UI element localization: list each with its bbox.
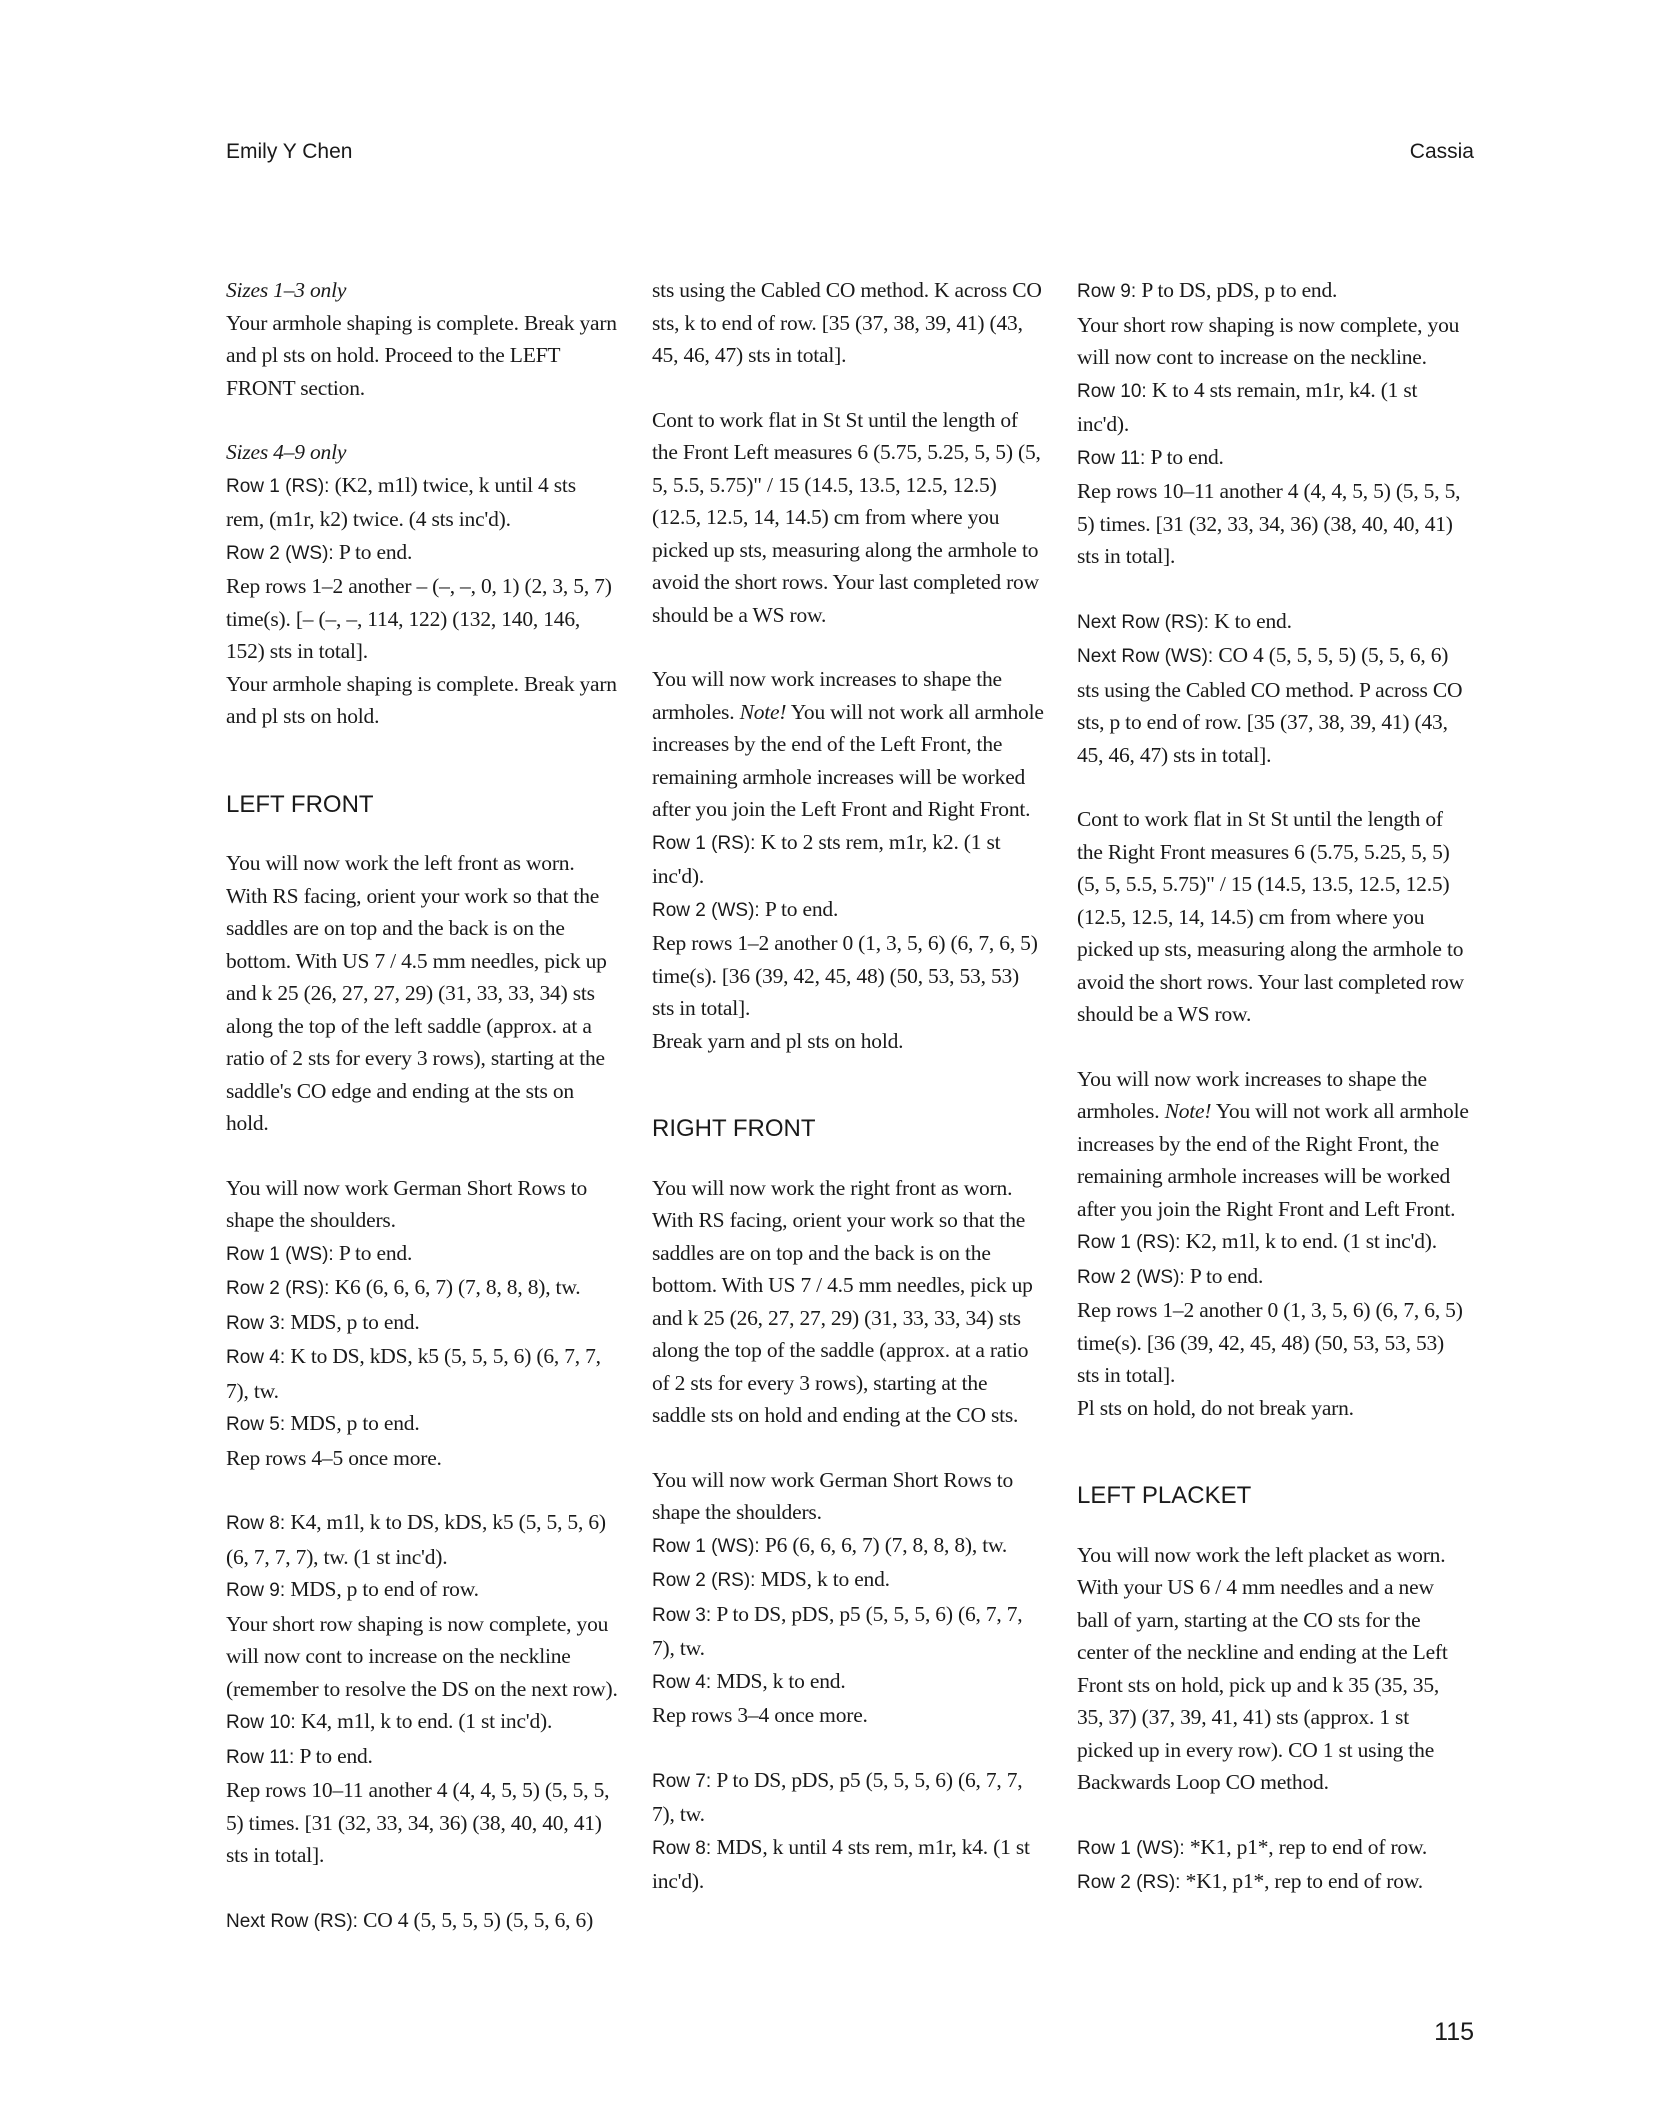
paragraph: Break yarn and pl sts on hold.: [652, 1028, 904, 1053]
sizes-1-3-block: [226, 274, 618, 404]
row-text: K to 4 sts remain, m1r, k4. (1 st inc'd).: [1077, 377, 1418, 436]
row-text: MDS, k to end.: [711, 1668, 846, 1693]
neckline-block: [652, 1764, 1044, 1898]
row-text: MDS, p to end of row.: [285, 1577, 479, 1601]
row-text: K2, m1l, k to end. (1 st inc'd).: [1180, 1229, 1437, 1253]
row-text: (K2, m1l) twice, k until 4 sts rem, (m1r, k2) twice. (4 sts inc'd).: [226, 472, 576, 531]
page-number: 115: [1434, 2018, 1474, 2046]
paragraph: Your short row shaping is now complete, you will now cont to increase on the neckline.: [1077, 312, 1460, 369]
row-label: Row 5:: [226, 1414, 286, 1435]
row-instruction: [652, 826, 1044, 893]
row-label: Row 8:: [226, 1513, 286, 1534]
row-text: P to end.: [333, 539, 413, 564]
row-instruction: [1077, 274, 1469, 309]
row-text: CO 4 (5, 5, 5, 5) (5, 5, 6, 6): [357, 1907, 594, 1932]
row-text: MDS, p to end.: [285, 1411, 420, 1435]
row-instruction: [1077, 374, 1469, 441]
row-label: Row 2 (WS):: [652, 899, 760, 921]
paragraph: Your armhole shaping is complete. Break yarn and pl sts on hold.: [226, 671, 617, 728]
row-instruction: [652, 1563, 1044, 1598]
sizes-4-9-block: [226, 436, 618, 733]
row-text: P to end.: [333, 1240, 413, 1265]
row-instruction: [226, 1271, 618, 1306]
row-instruction: [1077, 1865, 1469, 1900]
row-label: Next Row (WS):: [1077, 646, 1214, 667]
row-label: Row 2 (WS):: [226, 542, 334, 564]
row-instruction: [226, 1705, 618, 1740]
paragraph: Cont to work flat in St St until the length of the Right Front measures 6 (5.75, 5.25, 5, 5) (5, 5, 5.5, 5.75)" / 15 (14.5, 13.5, 12.5, 12.5) (12.5, 12.5, 14, 14.5) cm from where you picked up sts, measuring along the armhole to avoid the short rows. Your last completed row should be a WS row.: [1077, 807, 1464, 1026]
paragraph: You will now work the left front as worn. With RS facing, orient your work so that the saddles are on top and the back is on the bottom. With US 7 / 4.5 mm needles, pick up and k 25 (26, 27, 27, 29) (31, 33, 33, 34) sts along the top of the left saddle (approx. at a ratio of 2 sts for every 3 rows), starting at the saddle's CO edge and ending at the sts on hold.: [226, 851, 607, 1135]
row-label: Row 1 (WS):: [226, 1243, 334, 1265]
paragraph: You will now work German Short Rows to shape the shoulders.: [652, 1467, 1014, 1524]
paragraph: Cont to work flat in St St until the length of the Front Left measures 6 (5.75, 5.25, 5, 5) (5, 5, 5.5, 5.75)" / 15 (14.5, 13.5, 12.5, 12.5) (12.5, 12.5, 14, 14.5) cm from where you picked up sts, measuring along the armhole to avoid the short rows. Your last completed row should be a WS row.: [652, 407, 1041, 627]
row-label: Row 11:: [1077, 447, 1146, 469]
row-label: Row 7:: [652, 1770, 712, 1792]
paragraph: You will now work German Short Rows to shape the shoulders.: [226, 1175, 588, 1232]
note-label: Note!: [739, 699, 787, 724]
paragraph: You will now work increases to shape the armholes.: [652, 667, 1002, 724]
row-instruction: [1077, 1225, 1469, 1260]
row-label: Row 2 (RS):: [226, 1278, 330, 1299]
row-text: P to end.: [1145, 444, 1224, 469]
neckline-block: [1077, 274, 1469, 573]
row-text: *K1, p1*, rep to end of row.: [1180, 1869, 1423, 1893]
column-2: [652, 274, 1044, 1930]
row-instruction: [226, 1407, 618, 1442]
row-instruction: [1077, 441, 1469, 476]
row-text: K4, m1l, k to end. (1 st inc'd).: [295, 1709, 553, 1733]
section-title-left-front: LEFT FRONT: [226, 790, 374, 818]
row-text: K4, m1l, k to DS, kDS, k5 (5, 5, 5, 6) (6, 7, 7, 7), tw. (1 st inc'd).: [226, 1510, 606, 1569]
paragraph: You will now work the left placket as worn. With your US 6 / 4 mm needles and a new ball of yarn, starting at the CO sts for the center of the neckline and ending at the Left Front sts on hold, pick up and k 35 (35, 35, 35, 37) (37, 39, 41, 41) sts (approx. 1 st picked up in every row). CO 1 st using the Backwards Loop CO method.: [1077, 1542, 1448, 1794]
row-instruction: [226, 1340, 618, 1407]
armhole-block: [1077, 1063, 1469, 1425]
row-label: Row 8:: [652, 1837, 712, 1859]
row-label: Row 1 (WS):: [652, 1535, 760, 1557]
section-title-left-placket: LEFT PLACKET: [1077, 1482, 1252, 1509]
row-text: MDS, k to end.: [755, 1567, 890, 1591]
row-label: Row 10:: [1077, 380, 1147, 402]
sizes-heading: Sizes 4–9 only: [226, 440, 347, 464]
row-instruction: [1077, 639, 1469, 771]
author-name: Emily Y Chen: [226, 140, 353, 163]
row-instruction: [226, 1573, 618, 1608]
row-label: Row 2 (RS):: [652, 1570, 756, 1591]
row-instruction: [1077, 605, 1469, 640]
row-label: Next Row (RS):: [226, 1910, 358, 1932]
armhole-block: [652, 663, 1044, 1057]
neckline-block: [226, 1506, 618, 1872]
repeat-instruction: Rep rows 4–5 once more.: [226, 1445, 442, 1470]
note-label: Note!: [1164, 1099, 1212, 1123]
row-label: Row 3:: [226, 1312, 286, 1334]
row-label: Row 9:: [226, 1580, 286, 1601]
row-label: Row 11:: [226, 1746, 295, 1768]
row-instruction: [1077, 1260, 1469, 1295]
short-rows-block: [226, 1172, 618, 1475]
row-instruction: [226, 1506, 618, 1573]
row-instruction: [652, 893, 1044, 928]
row-text: P to DS, pDS, p5 (5, 5, 5, 6) (6, 7, 7, 7), tw.: [652, 1767, 1023, 1826]
row-label: Next Row (RS):: [1077, 611, 1209, 633]
row-instruction: [226, 1237, 618, 1272]
row-label: Row 4:: [226, 1347, 286, 1368]
row-instruction: [226, 1740, 618, 1775]
row-instruction: [1077, 1831, 1469, 1866]
paragraph: sts using the Cabled CO method. K across CO sts, k to end of row. [35 (37, 38, 39, 41) (43, 45, 46, 47) sts in total].: [652, 278, 1042, 367]
column-1: [226, 274, 618, 1970]
paragraph: Pl sts on hold, do not break yarn.: [1077, 1395, 1354, 1420]
sizes-heading: Sizes 1–3 only: [226, 278, 347, 302]
section-title-right-front: RIGHT FRONT: [652, 1115, 816, 1142]
row-text: CO 4 (5, 5, 5, 5) (5, 5, 6, 6) sts using the Cabled CO method. P across CO sts, p to end of row. [35 (37, 38, 39, 41) (43, 45, 46, 47) sts in total].: [1077, 643, 1463, 767]
row-text: P to DS, pDS, p5 (5, 5, 5, 6) (6, 7, 7, 7), tw.: [652, 1601, 1023, 1660]
row-text: P to end.: [1184, 1263, 1264, 1288]
row-label: Row 10:: [226, 1712, 296, 1733]
row-label: Row 9:: [1077, 281, 1137, 302]
row-instruction: [226, 536, 618, 571]
paragraph: You will now work increases to shape the armholes.: [1077, 1066, 1427, 1123]
row-label: Row 1 (RS):: [226, 475, 330, 497]
paragraph: You will not work all armhole increases by the end of the Left Front, the remaining armhole increases will be worked after you join the Left Front and Right Front.: [652, 699, 1044, 821]
row-text: *K1, p1*, rep to end of row.: [1184, 1834, 1428, 1859]
paragraph: Your armhole shaping is complete. Break yarn and pl sts on hold. Proceed to the LEFT FRONT section.: [226, 310, 617, 400]
column-3: [1077, 274, 1469, 1932]
row-text: P to end.: [294, 1743, 373, 1768]
row-text: K to end.: [1208, 608, 1292, 633]
row-instruction: [652, 1529, 1044, 1564]
paragraph: Your short row shaping is now complete, you will now cont to increase on the neckline (remember to resolve the DS on the next row).: [226, 1611, 618, 1701]
row-label: Row 1 (RS):: [652, 832, 756, 854]
repeat-instruction: Rep rows 1–2 another 0 (1, 3, 5, 6) (6, 7, 6, 5) time(s). [36 (39, 42, 45, 48) (50, 53, 53, 53) sts in total].: [1077, 1298, 1463, 1387]
repeat-instruction: Rep rows 10–11 another 4 (4, 4, 5, 5) (5, 5, 5, 5) times. [31 (32, 33, 34, 36) (38, 40, 40, 41) sts in total].: [226, 1778, 610, 1867]
row-instruction: [652, 1764, 1044, 1831]
row-instruction: [652, 1598, 1044, 1665]
placket-rows-block: [1077, 1831, 1469, 1900]
row-instruction: [652, 1665, 1044, 1700]
paragraph: You will now work the right front as worn. With RS facing, orient your work so that the saddles are on top and the back is on the bottom. With US 7 / 4.5 mm needles, pick up and k 25 (26, 27, 27, 29) (31, 33, 33, 34) sts along the top of the saddle (approx. at a ratio of 2 sts for every 3 rows), starting at the saddle sts on hold and ending at the CO sts.: [652, 1175, 1033, 1427]
row-text: K6 (6, 6, 6, 7) (7, 8, 8, 8), tw.: [329, 1275, 581, 1299]
pattern-name: Cassia: [1409, 140, 1474, 163]
row-text: K to DS, kDS, k5 (5, 5, 5, 6) (6, 7, 7, 7), tw.: [226, 1344, 601, 1403]
row-label: Row 2 (RS):: [1077, 1872, 1181, 1893]
row-instruction: [652, 1831, 1044, 1898]
row-label: Row 3:: [652, 1604, 712, 1626]
row-label: Row 4:: [652, 1671, 712, 1693]
next-rows-block: [1077, 605, 1469, 772]
repeat-instruction: Rep rows 1–2 another – (–, –, 0, 1) (2, 3, 5, 7) time(s). [– (–, –, 114, 122) (132, 140, 146, 152) sts in total].: [226, 574, 612, 663]
row-text: MDS, p to end.: [285, 1309, 420, 1334]
row-label: Row 1 (WS):: [1077, 1837, 1185, 1859]
row-text: P6 (6, 6, 6, 7) (7, 8, 8, 8), tw.: [759, 1532, 1008, 1557]
short-rows-block: [652, 1464, 1044, 1732]
repeat-instruction: Rep rows 10–11 another 4 (4, 4, 5, 5) (5, 5, 5, 5) times. [31 (32, 33, 34, 36) (38, 40, 40, 41) sts in total].: [1077, 479, 1461, 568]
next-row-block: [226, 1904, 618, 1939]
paragraph: You will not work all armhole increases by the end of the Right Front, the remaining armhole increases will be worked after you join the Right Front and Left Front.: [1077, 1099, 1469, 1221]
row-text: MDS, k until 4 sts rem, m1r, k4. (1 st inc'd).: [652, 1834, 1030, 1893]
row-label: Row 2 (WS):: [1077, 1266, 1185, 1288]
row-text: P to DS, pDS, p to end.: [1136, 278, 1338, 302]
repeat-instruction: Rep rows 1–2 another 0 (1, 3, 5, 6) (6, 7, 6, 5) time(s). [36 (39, 42, 45, 48) (50, 53, 53, 53) sts in total].: [652, 931, 1038, 1020]
row-text: P to end.: [759, 896, 839, 921]
repeat-instruction: Rep rows 3–4 once more.: [652, 1703, 868, 1727]
row-instruction: [226, 1306, 618, 1341]
row-text: K to 2 sts rem, m1r, k2. (1 st inc'd).: [652, 829, 1001, 888]
row-label: Row 1 (RS):: [1077, 1232, 1181, 1253]
row-instruction: [226, 469, 618, 536]
